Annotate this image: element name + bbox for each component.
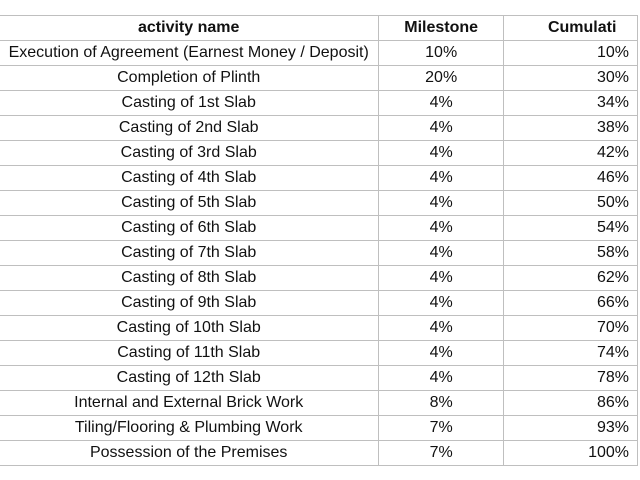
activity-cell[interactable]: Casting of 2nd Slab <box>0 116 379 141</box>
table-row <box>0 241 638 266</box>
cumulative-cell[interactable]: 38% <box>503 116 637 141</box>
milestone-cell[interactable]: 7% <box>379 441 504 466</box>
milestone-cell[interactable]: 8% <box>379 391 504 416</box>
table-row <box>0 141 638 166</box>
activity-cell[interactable]: Casting of 8th Slab <box>0 266 379 291</box>
cumulative-cell[interactable]: 46% <box>503 166 637 191</box>
table-row <box>0 166 638 191</box>
cumulative-cell[interactable]: 93% <box>503 416 637 441</box>
cumulative-cell[interactable]: 66% <box>503 291 637 316</box>
activity-cell[interactable]: Casting of 1st Slab <box>0 91 379 116</box>
milestone-cell[interactable]: 10% <box>379 41 504 66</box>
table-row <box>0 341 638 366</box>
milestone-cell[interactable]: 4% <box>379 316 504 341</box>
cumulative-cell[interactable]: 78% <box>503 366 637 391</box>
cumulative-cell[interactable]: 10% <box>503 41 637 66</box>
table-row <box>0 391 638 416</box>
cumulative-cell[interactable]: 62% <box>503 266 637 291</box>
activity-cell[interactable]: Casting of 9th Slab <box>0 291 379 316</box>
header-row <box>0 16 638 41</box>
table-row <box>0 291 638 316</box>
payment-schedule-table <box>0 15 638 466</box>
activity-cell[interactable]: Completion of Plinth <box>0 66 379 91</box>
activity-cell[interactable]: Execution of Agreement (Earnest Money / Deposit) <box>0 41 379 66</box>
table-row <box>0 416 638 441</box>
activity-cell[interactable]: Casting of 11th Slab <box>0 341 379 366</box>
activity-cell[interactable]: Casting of 10th Slab <box>0 316 379 341</box>
cumulative-cell[interactable]: 86% <box>503 391 637 416</box>
activity-cell[interactable]: Casting of 3rd Slab <box>0 141 379 166</box>
cumulative-cell[interactable]: 30% <box>503 66 637 91</box>
cumulative-cell[interactable]: 100% <box>503 441 637 466</box>
milestone-cell[interactable]: 4% <box>379 166 504 191</box>
cumulative-cell[interactable]: 58% <box>503 241 637 266</box>
milestone-cell[interactable]: 20% <box>379 66 504 91</box>
cumulative-cell[interactable]: 50% <box>503 191 637 216</box>
cumulative-cell[interactable]: 74% <box>503 341 637 366</box>
table-body <box>0 41 638 466</box>
activity-cell[interactable]: Internal and External Brick Work <box>0 391 379 416</box>
milestone-cell[interactable]: 4% <box>379 241 504 266</box>
cumulative-cell[interactable]: 42% <box>503 141 637 166</box>
milestone-cell[interactable]: 4% <box>379 216 504 241</box>
table-row <box>0 216 638 241</box>
milestone-cell[interactable]: 4% <box>379 291 504 316</box>
table-row <box>0 116 638 141</box>
milestone-cell[interactable]: 4% <box>379 191 504 216</box>
milestone-cell[interactable]: 4% <box>379 366 504 391</box>
milestone-cell[interactable]: 4% <box>379 266 504 291</box>
table-row <box>0 266 638 291</box>
activity-cell[interactable]: Casting of 7th Slab <box>0 241 379 266</box>
milestone-cell[interactable]: 7% <box>379 416 504 441</box>
table-row <box>0 366 638 391</box>
activity-cell[interactable]: Casting of 6th Slab <box>0 216 379 241</box>
activity-cell[interactable]: Possession of the Premises <box>0 441 379 466</box>
activity-cell[interactable]: Casting of 5th Slab <box>0 191 379 216</box>
table-row <box>0 316 638 341</box>
activity-cell[interactable]: Tiling/Flooring & Plumbing Work <box>0 416 379 441</box>
table-row <box>0 441 638 466</box>
activity-cell[interactable]: Casting of 12th Slab <box>0 366 379 391</box>
table-row <box>0 41 638 66</box>
milestone-cell[interactable]: 4% <box>379 141 504 166</box>
cumulative-cell[interactable]: 54% <box>503 216 637 241</box>
activity-cell[interactable]: Casting of 4th Slab <box>0 166 379 191</box>
cumulative-cell[interactable]: 70% <box>503 316 637 341</box>
table-row <box>0 66 638 91</box>
header-cumulative[interactable]: Cumulati <box>503 16 637 41</box>
table-row <box>0 191 638 216</box>
header-milestone[interactable]: Milestone <box>379 16 504 41</box>
header-activity-name[interactable]: activity name <box>0 16 379 41</box>
table-row <box>0 91 638 116</box>
cumulative-cell[interactable]: 34% <box>503 91 637 116</box>
milestone-cell[interactable]: 4% <box>379 116 504 141</box>
milestone-cell[interactable]: 4% <box>379 91 504 116</box>
milestone-cell[interactable]: 4% <box>379 341 504 366</box>
